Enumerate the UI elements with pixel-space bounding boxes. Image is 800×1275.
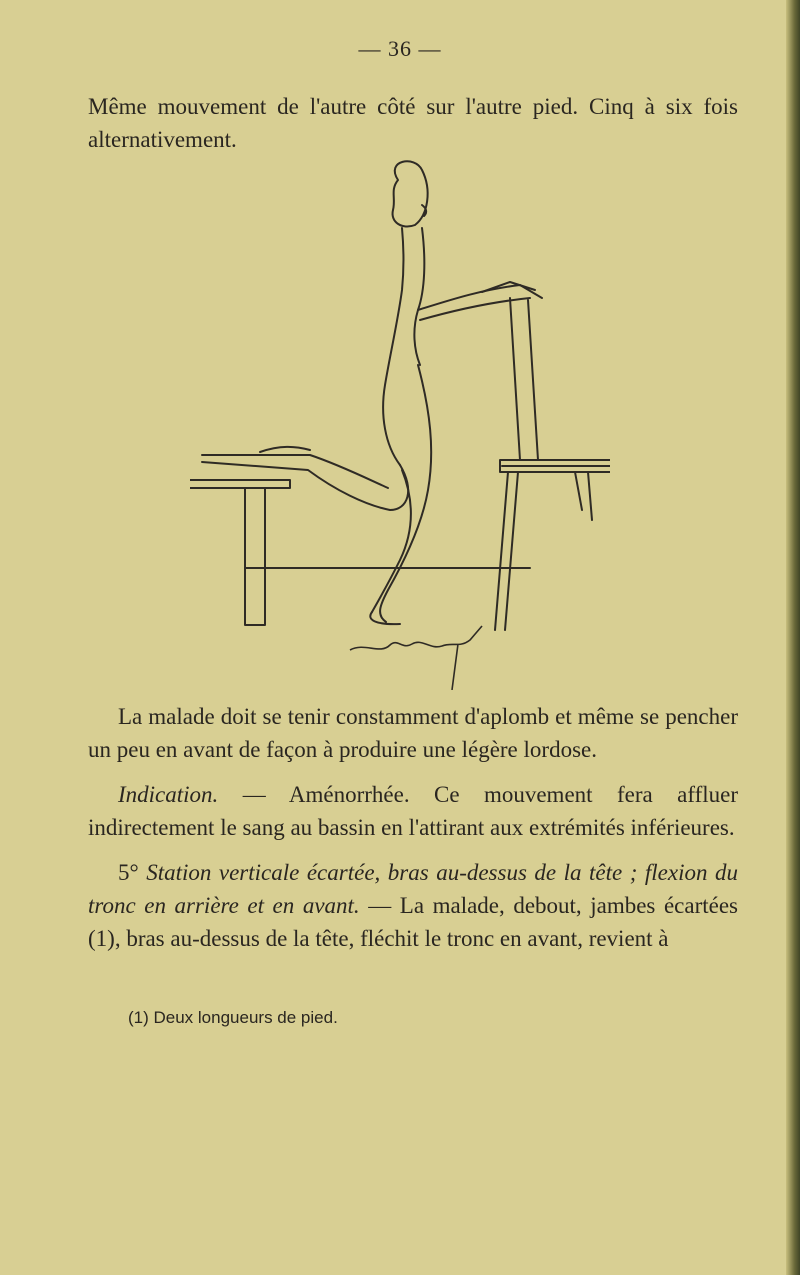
artist-signature bbox=[350, 626, 482, 690]
exercise-text: — La malade, debout, jambes écartées (1), bras au-dessus de la tête, fléchit le tronc en avant, revient à bbox=[88, 893, 738, 951]
paragraph-indication bbox=[88, 778, 738, 844]
paragraph-posture: La malade doit se tenir constamment d'aplomb et même se pencher un peu en avant de façon à produire une légère lordose. bbox=[88, 704, 738, 762]
indication-text: — Aménorrhée. Ce mouvement fera affluer indirectement le sang au bassin en l'attirant aux extrémités inférieures. bbox=[88, 782, 738, 840]
page-edge bbox=[786, 0, 800, 1275]
figure-back bbox=[383, 228, 403, 465]
bench-leg bbox=[245, 488, 265, 625]
paragraph-exercise-5 bbox=[88, 856, 738, 955]
stool-leg-right bbox=[575, 472, 592, 520]
paragraph-intro: Même mouvement de l'autre côté sur l'autre pied. Cinq à six fois alternativement. bbox=[88, 94, 738, 152]
footnote: (1) Deux longueurs de pied. bbox=[128, 1008, 338, 1027]
exercise-illustration bbox=[190, 150, 610, 690]
indication-label: Indication. bbox=[118, 782, 219, 807]
figure-raised-leg bbox=[202, 462, 408, 510]
exercise-heading: Station verticale écartée, bras au-dessus de la tête ; flexion du tronc en arrière et en avant. bbox=[88, 860, 738, 918]
page-number: — 36 — bbox=[358, 36, 442, 61]
chair-back bbox=[510, 298, 520, 460]
figure-head bbox=[393, 161, 428, 226]
exercise-number: 5° bbox=[118, 860, 139, 885]
figure-front bbox=[414, 228, 424, 365]
stool-leg-left bbox=[495, 472, 518, 630]
bench-top bbox=[190, 480, 290, 488]
